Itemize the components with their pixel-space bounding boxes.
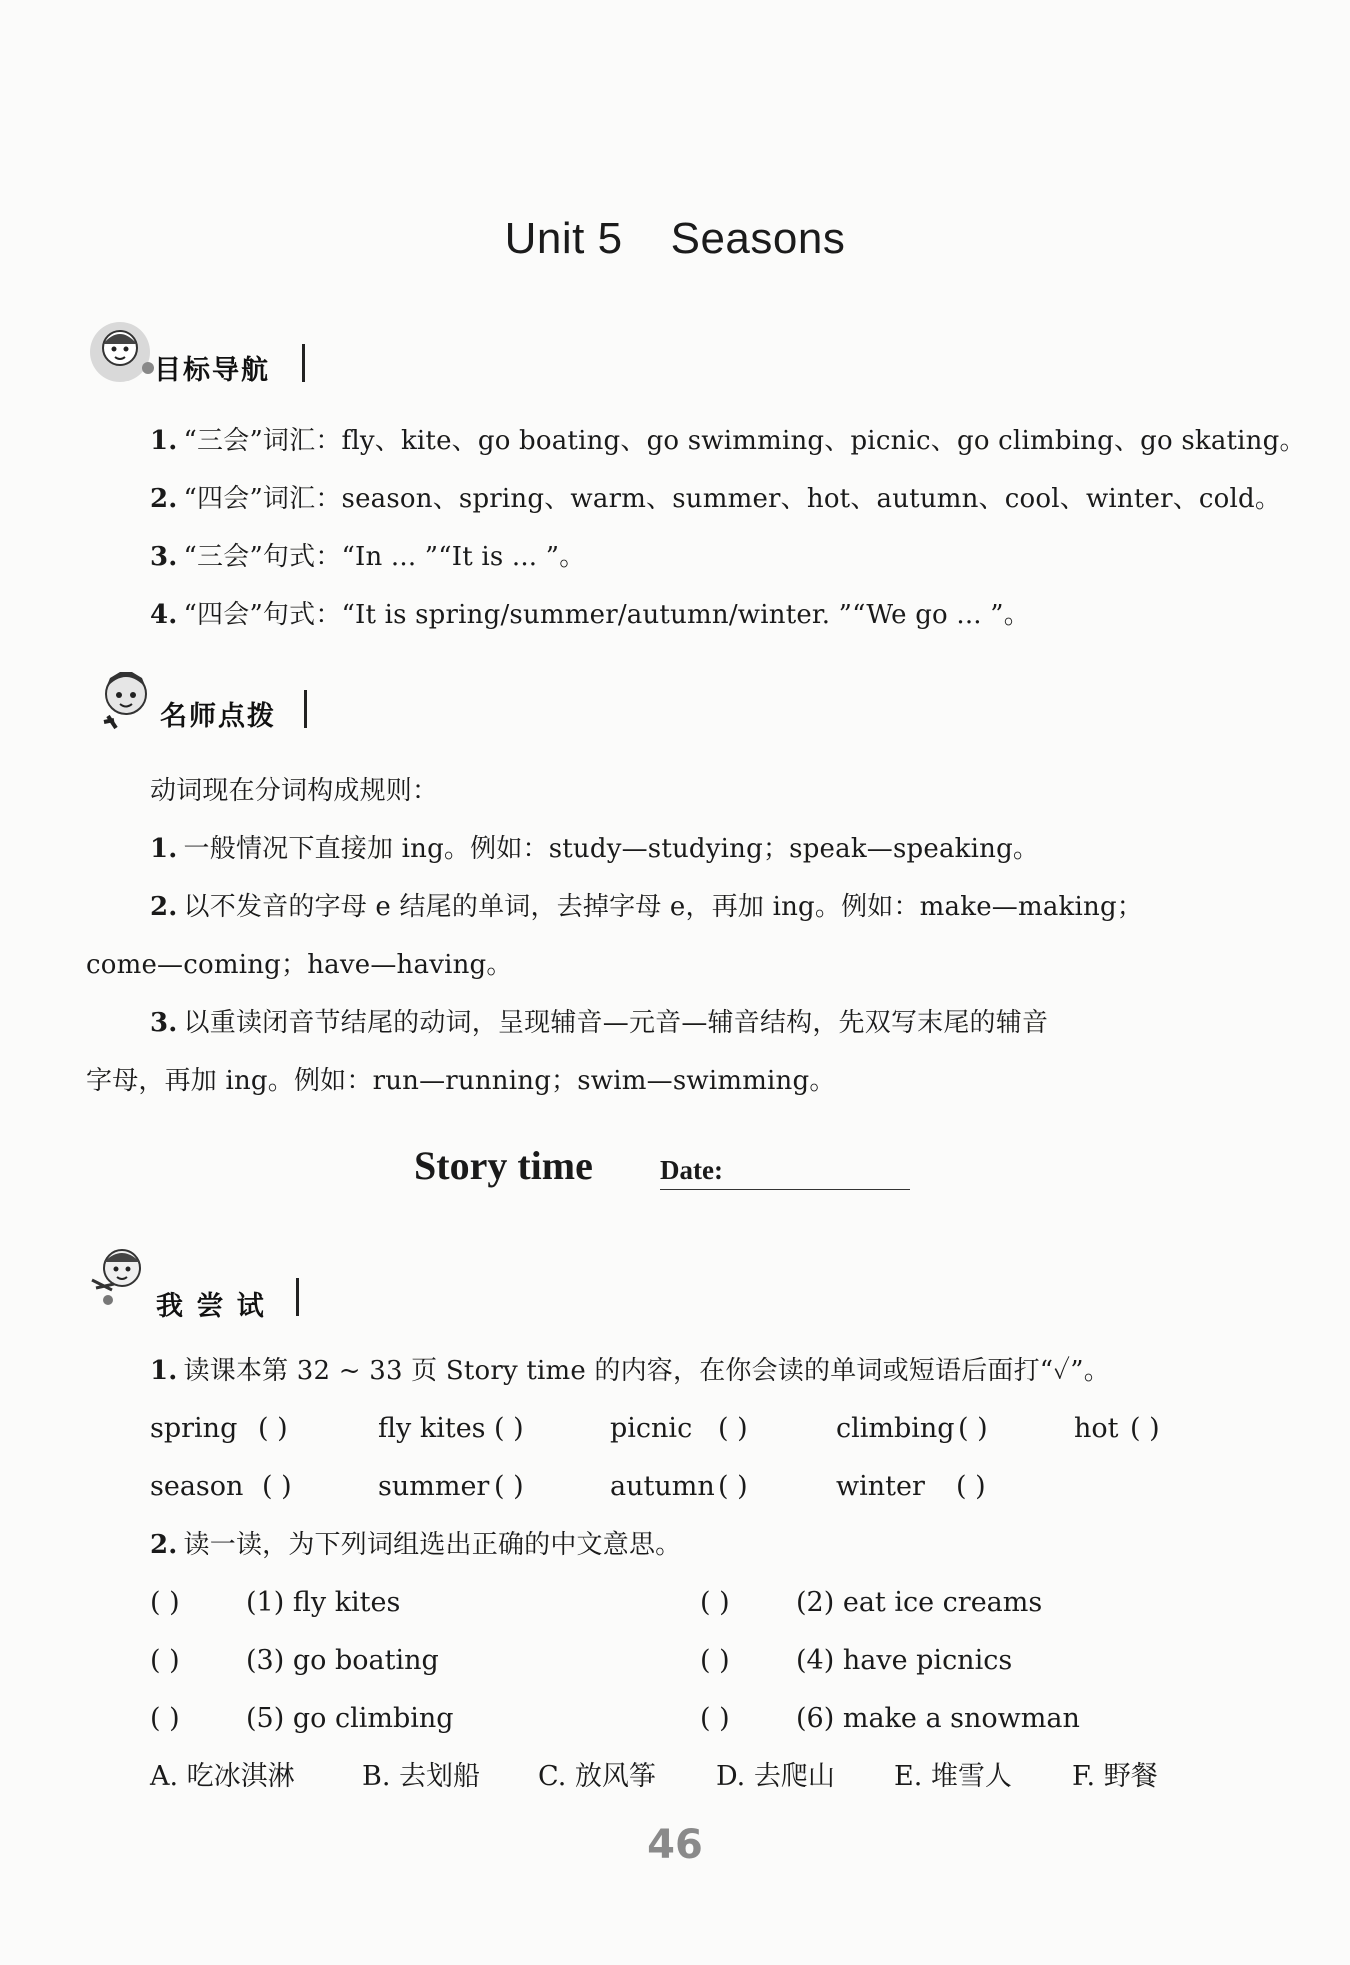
goal-item: 4. “四会”句式：“It is spring/summer/autumn/winter. ”“We go ... ”。 (150, 600, 1030, 630)
q2-item: (3) go boating (246, 1645, 439, 1676)
q2-option: D. 去爬山 (716, 1761, 835, 1792)
q1-check-blank[interactable]: ( ) (1130, 1413, 1160, 1444)
unit-name: Seasons (670, 214, 846, 263)
q1-check-blank[interactable]: ( ) (258, 1413, 288, 1444)
tip-rule: 2. 以不发音的字母 e 结尾的单词，去掉字母 e，再加 ing。例如：make—making； (150, 892, 1143, 922)
q1-check-blank[interactable]: ( ) (494, 1413, 524, 1444)
q2-item: (4) have picnics (796, 1645, 1013, 1676)
unit-title (0, 214, 1350, 264)
q2-answer-blank[interactable]: ( ) (700, 1645, 730, 1676)
q1-word: autumn (610, 1471, 715, 1502)
unit-number: Unit 5 (504, 214, 623, 263)
q2-instruction: 2. 读一读，为下列词组选出正确的中文意思。 (150, 1530, 682, 1560)
q1-word: fly kites (378, 1413, 486, 1444)
tips-intro: 动词现在分词构成规则： (150, 776, 439, 806)
q1-check-blank[interactable]: ( ) (494, 1471, 524, 1502)
goal-item: 1. “三会”词汇：fly、kite、go boating、go swimming、picnic、go climbing、go skating。 (150, 426, 1306, 456)
goals-heading: 目标导航 (154, 355, 270, 386)
try-section-heading (86, 1240, 326, 1320)
story-time-title: Story time (414, 1143, 593, 1188)
q1-word: winter (836, 1471, 925, 1502)
date-label: Date: (660, 1155, 723, 1185)
q1-word: picnic (610, 1413, 693, 1444)
try-heading: 我 尝 试 (156, 1291, 266, 1322)
q1-word: climbing (836, 1413, 955, 1444)
q1-word: hot (1074, 1413, 1119, 1444)
q1-instruction: 1. 读课本第 32 ~ 33 页 Story time 的内容，在你会读的单词或短语后面打“✓”。 (150, 1356, 1110, 1386)
girl-mascot-icon (86, 1240, 156, 1310)
q1-word: summer (378, 1471, 490, 1502)
q2-answer-blank[interactable]: ( ) (150, 1587, 180, 1618)
q2-answer-blank[interactable]: ( ) (150, 1645, 180, 1676)
q2-answer-blank[interactable]: ( ) (700, 1587, 730, 1618)
goals-section-heading (86, 318, 326, 398)
q1-check-blank[interactable]: ( ) (718, 1471, 748, 1502)
tip-rule: 1. 一般情况下直接加 ing。例如：study—studying；speak—speaking。 (150, 834, 1040, 864)
q1-word: season (150, 1471, 244, 1502)
tips-section-heading (92, 664, 332, 744)
heading-divider (304, 690, 307, 728)
q2-answer-blank[interactable]: ( ) (700, 1703, 730, 1734)
tip-rule-continuation: come—coming；have—having。 (86, 950, 513, 980)
boy-mascot-icon (92, 664, 162, 734)
q1-check-blank[interactable]: ( ) (718, 1413, 748, 1444)
q2-option: A. 吃冰淇淋 (150, 1761, 295, 1792)
goal-item: 2. “四会”词汇：season、spring、warm、summer、hot、autumn、cool、winter、cold。 (150, 484, 1282, 514)
goal-item: 3. “三会”句式：“In ... ”“It is ... ”。 (150, 542, 586, 572)
q2-item: (2) eat ice creams (796, 1587, 1043, 1618)
q2-option: B. 去划船 (362, 1761, 481, 1792)
girl-mascot-icon (86, 318, 156, 388)
q2-item: (6) make a snowman (796, 1703, 1080, 1734)
q2-option: E. 堆雪人 (894, 1761, 1012, 1792)
heading-divider (302, 344, 305, 382)
page-number: 46 (647, 1822, 703, 1868)
tip-rule: 3. 以重读闭音节结尾的动词，呈现辅音—元音—辅音结构，先双写末尾的辅音 (150, 1008, 1049, 1038)
q2-answer-blank[interactable]: ( ) (150, 1703, 180, 1734)
date-blank-line[interactable] (660, 1189, 910, 1190)
q2-item: (5) go climbing (246, 1703, 454, 1734)
q1-word: spring (150, 1413, 238, 1444)
heading-divider (296, 1278, 299, 1316)
q2-option: C. 放风筝 (538, 1761, 656, 1792)
q1-check-blank[interactable]: ( ) (958, 1413, 988, 1444)
tips-heading: 名师点拨 (160, 701, 276, 732)
q1-check-blank[interactable]: ( ) (262, 1471, 292, 1502)
q2-option: F. 野餐 (1072, 1761, 1158, 1792)
q1-check-blank[interactable]: ( ) (956, 1471, 986, 1502)
q2-item: (1) fly kites (246, 1587, 401, 1618)
tip-rule-continuation: 字母，再加 ing。例如：run—running；swim—swimming。 (86, 1066, 836, 1096)
